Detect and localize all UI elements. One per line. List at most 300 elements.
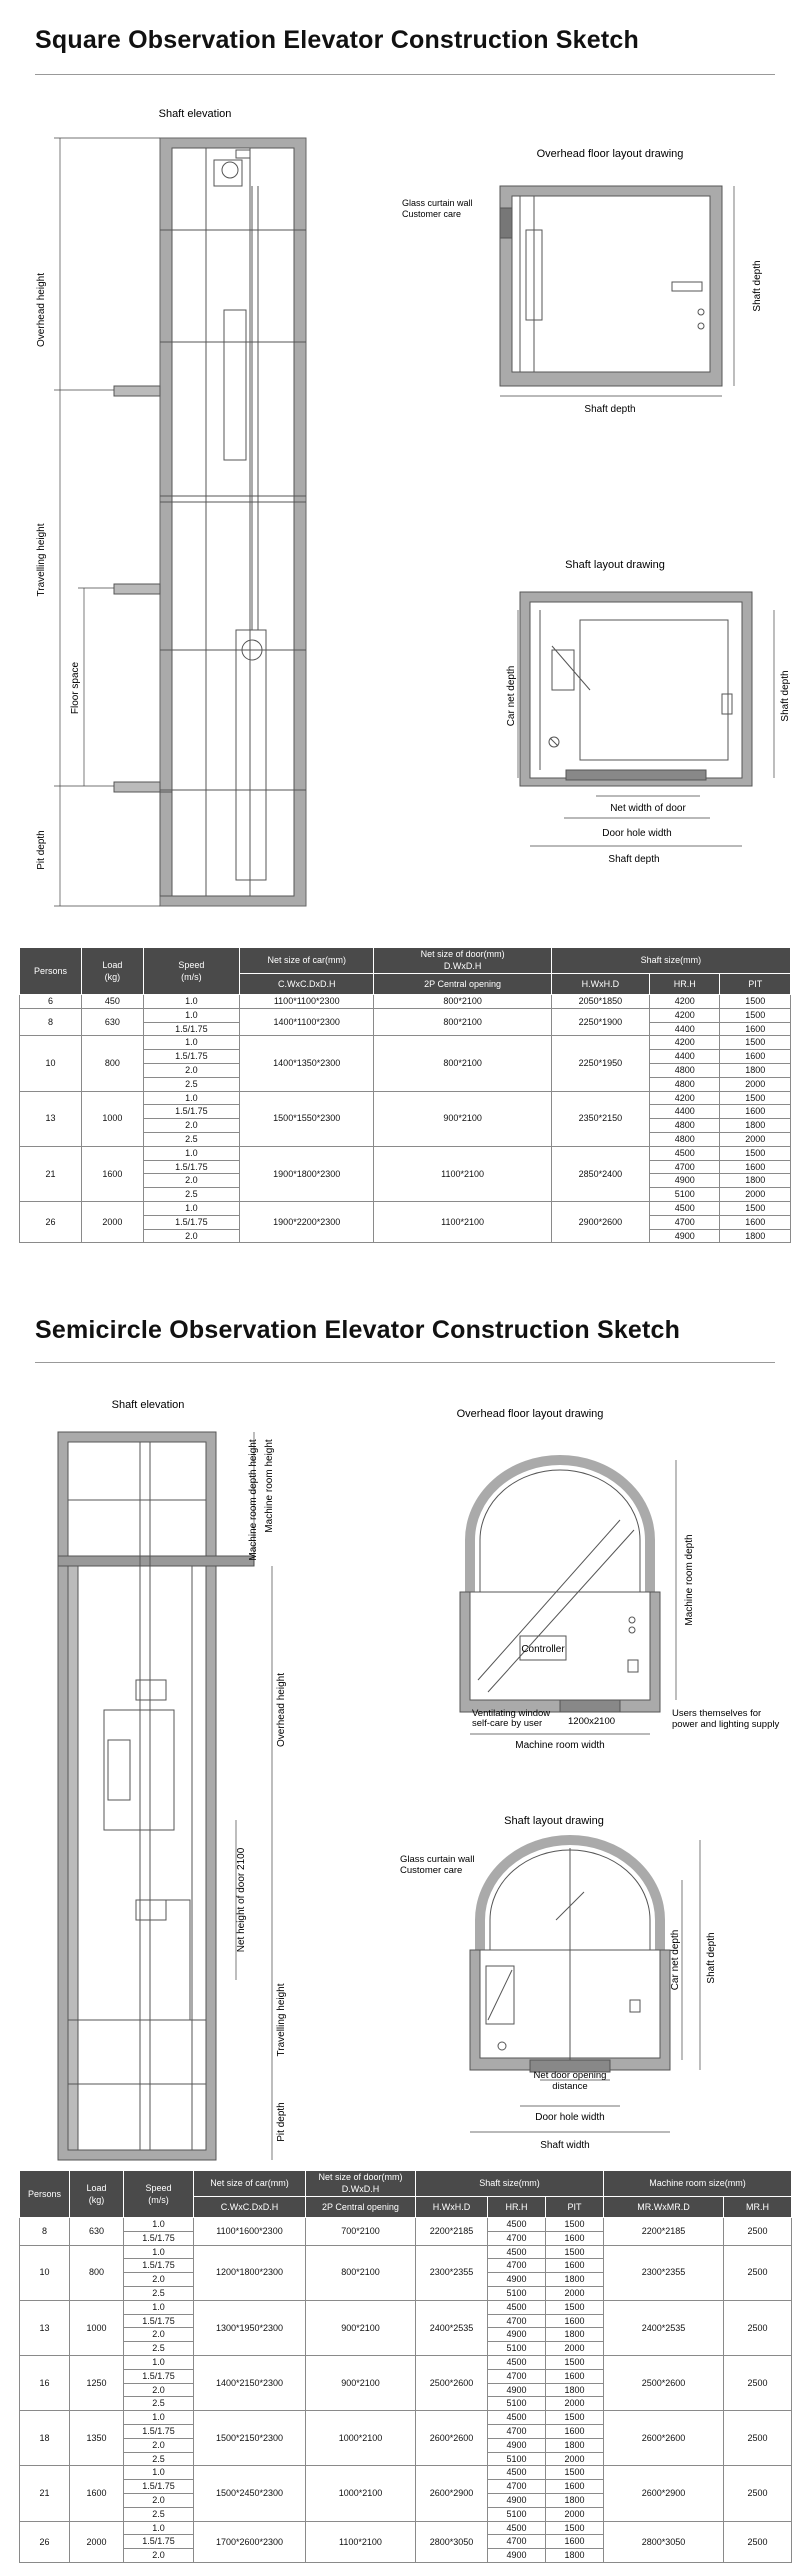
pit-cell	[546, 2245, 604, 2300]
speed-cell-value: 1.0	[124, 2466, 193, 2480]
shaft-size-cell: 2850*2400	[551, 1146, 649, 1201]
speed-cell	[124, 2521, 194, 2562]
hrh-cell-value: 5100	[674, 1189, 695, 1200]
speed-cell-value: 1.5/1.75	[124, 2425, 193, 2439]
hrh-cell-value: 4400	[674, 1023, 695, 1034]
speed-cell-value: 2.0	[144, 1064, 239, 1078]
s1-net-width-door-label: Net width of door	[610, 803, 686, 814]
s2-th-speed: Speed (m/s)	[124, 2171, 194, 2218]
persons-cell: 6	[20, 995, 82, 1009]
hrh-cell-value: 5100	[506, 2287, 527, 2298]
s2-th-door: Net size of door(mm) D.WxD.H	[306, 2171, 416, 2197]
pit-cell-value: 2000	[745, 1078, 766, 1089]
hrh-cell-value: 5100	[506, 2398, 527, 2409]
table-row	[20, 1008, 791, 1036]
pit-cell-value: 1800	[745, 1230, 766, 1241]
hrh-cell-value: 4400	[650, 1050, 719, 1064]
speed-cell-value: 1.5/1.75	[144, 1050, 239, 1064]
speed-cell	[124, 2245, 194, 2300]
door-size-cell: 700*2100	[306, 2218, 416, 2246]
pit-cell-value: 2000	[564, 2398, 585, 2409]
hrh-cell	[488, 2521, 546, 2562]
speed-cell	[124, 2355, 194, 2410]
speed-cell	[143, 1146, 239, 1201]
s2-th-shaft-hwhd: H.WxH.D	[416, 2196, 488, 2217]
s1-car-net-depth-label: Car net depth	[506, 665, 517, 727]
load-cell: 2000	[81, 1201, 143, 1242]
speed-cell	[143, 1091, 239, 1146]
persons-cell: 16	[20, 2355, 70, 2410]
speed-cell-value: 1.0	[144, 1147, 239, 1161]
s2-shaft-depth-label: Shaft depth	[706, 1932, 717, 1984]
speed-cell-value: 2.5	[152, 2287, 165, 2298]
s1-th-car: Net size of car(mm)	[239, 948, 374, 974]
table-row	[20, 2355, 792, 2410]
speed-cell-value: 2.0	[185, 1230, 198, 1241]
persons-cell: 8	[20, 2218, 70, 2246]
shaft-size-cell: 2500*2600	[416, 2355, 488, 2410]
hrh-cell	[488, 2355, 546, 2410]
load-cell: 1600	[81, 1146, 143, 1201]
speed-cell-value: 2.0	[124, 2328, 193, 2342]
hrh-cell-value: 4500	[488, 2301, 545, 2315]
hrh-cell-value: 4700	[488, 2315, 545, 2329]
pit-cell-value: 2000	[745, 1133, 766, 1144]
table-row	[20, 2245, 792, 2300]
s2-machine-room-depth-label: Machine room depth	[684, 1534, 695, 1626]
speed-cell-value: 2.5	[185, 1189, 198, 1200]
door-size-cell: 1100*2100	[374, 1201, 551, 1242]
speed-cell-value: 2.5	[152, 2508, 165, 2519]
s2-shaft-layout-label: Shaft layout drawing	[504, 1815, 604, 1827]
pit-cell-value: 1600	[546, 2259, 603, 2273]
speed-cell-value: 1.0	[144, 1009, 239, 1023]
hrh-cell	[649, 1146, 719, 1201]
shaft-size-cell: 2250*1950	[551, 1036, 649, 1091]
pit-cell	[546, 2521, 604, 2562]
s1-th-car-sub: C.WxC.DxD.H	[239, 973, 374, 994]
s1-th-load: Load (kg)	[81, 948, 143, 995]
hrh-cell-value: 4500	[488, 2411, 545, 2425]
s1-glass-curtain-label: Glass curtain wall	[402, 198, 473, 208]
pit-cell-value: 1500	[546, 2246, 603, 2260]
s1-shaft-depth-bottom2-label: Shaft depth	[608, 854, 660, 865]
speed-cell-value: 1.0	[124, 2301, 193, 2315]
speed-cell-value: 1.5/1.75	[124, 2315, 193, 2329]
persons-cell: 8	[20, 1008, 82, 1036]
hrh-cell-value: 4700	[650, 1161, 719, 1175]
s2-shaft-layout-drawing	[470, 1840, 670, 2072]
pit-cell-value: 1600	[546, 2315, 603, 2329]
hrh-cell-value: 4200	[650, 1009, 719, 1023]
hrh-cell	[649, 1091, 719, 1146]
shaft-size-cell: 2250*1900	[551, 1008, 649, 1036]
load-cell: 800	[81, 1036, 143, 1091]
shaft-size-cell: 2300*2355	[416, 2245, 488, 2300]
speed-cell-value: 1.0	[185, 996, 198, 1006]
load-cell: 2000	[70, 2521, 124, 2562]
machine-room-height-cell: 2500	[724, 2300, 792, 2355]
speed-cell-value: 2.5	[185, 1133, 198, 1144]
car-size-cell: 1100*1100*2300	[239, 995, 374, 1009]
shaft-size-cell: 2800*3050	[416, 2521, 488, 2562]
s2-overhead-floor-drawing	[460, 1460, 660, 1712]
pit-cell-value: 1500	[720, 1147, 790, 1161]
pit-cell-value: 1800	[720, 1174, 790, 1188]
pit-cell	[546, 2300, 604, 2355]
car-size-cell: 1300*1950*2300	[194, 2300, 306, 2355]
hrh-cell-value: 4700	[506, 2232, 527, 2243]
pit-cell-value: 1600	[720, 1161, 790, 1175]
s1-th-shaft-hrh: HR.H	[649, 973, 719, 994]
load-cell: 1000	[70, 2300, 124, 2355]
table-row	[20, 2521, 792, 2562]
s1-th-shaft: Shaft size(mm)	[551, 948, 790, 974]
table-row	[20, 2300, 792, 2355]
car-size-cell: 1100*1600*2300	[194, 2218, 306, 2246]
pit-cell-value: 1500	[720, 1036, 790, 1050]
hrh-cell-value: 5100	[506, 2453, 527, 2464]
machine-room-height-cell: 2500	[724, 2245, 792, 2300]
s1-shaft-layout-label: Shaft layout drawing	[565, 559, 665, 571]
s2-overhead-floor-label: Overhead floor layout drawing	[456, 1408, 604, 1420]
speed-cell-value: 1.0	[144, 1092, 239, 1106]
s1-shaft-depth-bottom-label: Shaft depth	[584, 404, 636, 415]
s1-floor-space-label: Floor space	[70, 661, 81, 715]
speed-cell-value: 1.0	[124, 2522, 193, 2536]
door-size-cell: 1100*2100	[306, 2521, 416, 2562]
hrh-cell	[649, 1036, 719, 1091]
pit-cell-value: 1600	[546, 2370, 603, 2384]
s1-overhead-height-label: Overhead height	[36, 273, 47, 347]
table-row	[20, 2466, 792, 2521]
pit-cell-value: 1800	[546, 2494, 603, 2508]
pit-cell-value: 1500	[546, 2301, 603, 2315]
s2-pit-depth-label: Pit depth	[276, 2102, 287, 2142]
hrh-cell-value: 4500	[488, 2356, 545, 2370]
load-cell: 800	[70, 2245, 124, 2300]
table-row	[20, 1146, 791, 1201]
hrh-cell-value: 5100	[506, 2343, 527, 2354]
pit-cell	[720, 995, 791, 1009]
s2-th-car-sub: C.WxC.DxD.H	[194, 2196, 306, 2217]
hrh-cell-value: 4500	[650, 1147, 719, 1161]
pit-cell	[720, 1036, 791, 1091]
pit-cell	[546, 2218, 604, 2246]
hrh-cell-value: 4500	[650, 1202, 719, 1216]
s1-shaft-depth-right-label: Shaft depth	[780, 670, 791, 722]
speed-cell-value: 2.0	[124, 2273, 193, 2287]
door-size-cell: 800*2100	[306, 2245, 416, 2300]
section2-divider	[35, 1362, 775, 1363]
s1-shaft-elevation-drawing	[114, 138, 306, 906]
hrh-cell-value: 4700	[488, 2425, 545, 2439]
speed-cell-value: 1.0	[124, 2218, 193, 2232]
pit-cell-value: 1600	[546, 2425, 603, 2439]
pit-cell-value: 1500	[720, 1092, 790, 1106]
pit-cell	[546, 2355, 604, 2410]
car-size-cell: 1400*2150*2300	[194, 2355, 306, 2410]
s1-th-persons: Persons	[20, 948, 82, 995]
s1-shaft-depth-side-label: Shaft depth	[752, 260, 763, 312]
hrh-cell	[488, 2218, 546, 2246]
s2-self-care-label: self-care by user	[472, 1718, 543, 1729]
shaft-size-cell: 2900*2600	[551, 1201, 649, 1242]
car-size-cell: 1900*1800*2300	[239, 1146, 374, 1201]
hrh-cell-value: 4500	[488, 2246, 545, 2260]
load-cell: 1600	[70, 2466, 124, 2521]
s2-distance-label: distance	[552, 2081, 588, 2092]
hrh-cell-value: 4700	[488, 2259, 545, 2273]
load-cell: 630	[81, 1008, 143, 1036]
car-size-cell: 1500*2450*2300	[194, 2466, 306, 2521]
hrh-cell-value: 4700	[488, 2480, 545, 2494]
s2-ventilating-window-label: Ventilating window	[472, 1708, 551, 1719]
s2-users-power2-label: power and lighting supply	[672, 1719, 780, 1730]
hrh-cell	[488, 2300, 546, 2355]
shaft-size-cell: 2050*1850	[551, 995, 649, 1009]
load-cell: 1000	[81, 1091, 143, 1146]
door-size-cell: 800*2100	[374, 1036, 551, 1091]
section1-divider	[35, 74, 775, 75]
s1-th-door: Net size of door(mm) D.WxD.H	[374, 948, 551, 974]
speed-cell	[143, 1036, 239, 1091]
speed-cell-value: 2.0	[124, 2439, 193, 2453]
table-row	[20, 1091, 791, 1146]
hrh-cell-value: 4500	[488, 2218, 545, 2232]
shaft-size-cell: 2600*2600	[416, 2411, 488, 2466]
s1-travelling-height-label: Travelling height	[36, 523, 47, 597]
speed-cell-value: 2.0	[152, 2550, 165, 2561]
s1-pit-depth-label: Pit depth	[36, 830, 47, 870]
pit-cell	[720, 1146, 791, 1201]
car-size-cell: 1200*1800*2300	[194, 2245, 306, 2300]
load-cell: 450	[81, 995, 143, 1009]
s2-net-height-door-label: Net height of door 2100	[236, 1847, 247, 1953]
speed-cell-value: 2.5	[185, 1078, 198, 1089]
section1-title: Square Observation Elevator Construction Sketch	[35, 26, 639, 54]
speed-cell-value: 1.5/1.75	[124, 2259, 193, 2273]
s2-th-machine: Machine room size(mm)	[604, 2171, 792, 2197]
pit-cell-value: 2000	[745, 1189, 766, 1200]
s1-th-shaft-hwhd: H.WxH.D	[551, 973, 649, 994]
pit-cell-value: 1600	[720, 1216, 790, 1230]
s2-shaft-width-label: Shaft width	[540, 2140, 590, 2151]
hrh-cell-value: 4900	[650, 1174, 719, 1188]
pit-cell-value: 1600	[720, 1050, 790, 1064]
shaft-size-cell: 2350*2150	[551, 1091, 649, 1146]
door-size-cell: 1000*2100	[306, 2466, 416, 2521]
door-size-cell: 900*2100	[306, 2300, 416, 2355]
machine-room-height-cell: 2500	[724, 2355, 792, 2410]
pit-cell-value: 1800	[720, 1119, 790, 1133]
pit-cell-value: 1500	[720, 1202, 790, 1216]
s2-th-door-sub: 2P Central opening	[306, 2196, 416, 2217]
speed-cell-value: 1.5/1.75	[124, 2535, 193, 2549]
hrh-cell-value: 4900	[488, 2328, 545, 2342]
hrh-cell-value: 4400	[650, 1105, 719, 1119]
hrh-cell-value: 4700	[488, 2535, 545, 2549]
car-size-cell: 1500*2150*2300	[194, 2411, 306, 2466]
pit-cell-value: 1500	[546, 2466, 603, 2480]
hrh-cell	[488, 2245, 546, 2300]
speed-cell-value: 1.5/1.75	[142, 2232, 175, 2243]
load-cell: 630	[70, 2218, 124, 2246]
pit-cell-value: 1500	[745, 996, 766, 1006]
s2-machine-room-width-label: Machine room width	[515, 1740, 605, 1751]
shaft-size-cell: 2600*2900	[416, 2466, 488, 2521]
pit-cell-value: 1600	[720, 1105, 790, 1119]
hrh-cell-value: 4700	[488, 2370, 545, 2384]
pit-cell-value: 2000	[564, 2287, 585, 2298]
pit-cell	[720, 1201, 791, 1242]
machine-room-height-cell: 2500	[724, 2521, 792, 2562]
hrh-cell	[488, 2411, 546, 2466]
speed-cell-value: 1.5/1.75	[144, 1105, 239, 1119]
s2-machine-room-depth-height-label: Machine room depth height	[248, 1439, 259, 1561]
pit-cell-value: 1600	[546, 2480, 603, 2494]
pit-cell-value: 1500	[546, 2218, 603, 2232]
pit-cell-value: 1500	[546, 2522, 603, 2536]
speed-cell-value: 1.5/1.75	[124, 2370, 193, 2384]
s2-users-power-label: Users themselves for	[672, 1708, 762, 1719]
hrh-cell-value: 4800	[650, 1119, 719, 1133]
hrh-cell-value: 4900	[488, 2384, 545, 2398]
s2-shaft-elevation-label: Shaft elevation	[111, 1399, 185, 1411]
s1-overhead-floor-drawing	[500, 186, 722, 386]
speed-cell-value: 1.5/1.75	[124, 2480, 193, 2494]
s1-door-hole-width-label: Door hole width	[602, 828, 672, 839]
s2-spec-table	[19, 2170, 792, 2563]
hrh-cell-value: 4800	[674, 1078, 695, 1089]
hrh-cell-value: 4200	[650, 1092, 719, 1106]
speed-cell	[124, 2466, 194, 2521]
speed-cell	[143, 1201, 239, 1242]
pit-cell-value: 2000	[564, 2508, 585, 2519]
speed-cell-value: 2.0	[124, 2384, 193, 2398]
pit-cell-value: 1800	[720, 1064, 790, 1078]
pit-cell	[546, 2466, 604, 2521]
hrh-cell	[488, 2466, 546, 2521]
pit-cell	[720, 1008, 791, 1036]
hrh-cell	[649, 1008, 719, 1036]
persons-cell: 21	[20, 1146, 82, 1201]
machine-room-size-cell: 2800*3050	[604, 2521, 724, 2562]
machine-room-size-cell: 2500*2600	[604, 2355, 724, 2410]
hrh-cell	[649, 1201, 719, 1242]
shaft-size-cell: 2200*2185	[416, 2218, 488, 2246]
hrh-cell-value: 4900	[488, 2273, 545, 2287]
speed-cell-value: 1.0	[124, 2411, 193, 2425]
speed-cell-value: 1.0	[124, 2356, 193, 2370]
persons-cell: 21	[20, 2466, 70, 2521]
hrh-cell-value: 4200	[650, 1036, 719, 1050]
hrh-cell-value: 4800	[650, 1064, 719, 1078]
speed-cell-value: 2.5	[152, 2343, 165, 2354]
load-cell: 1250	[70, 2355, 124, 2410]
s1-th-shaft-pit: PIT	[720, 973, 791, 994]
machine-room-size-cell: 2200*2185	[604, 2218, 724, 2246]
s2-th-car: Net size of car(mm)	[194, 2171, 306, 2197]
door-size-cell: 900*2100	[374, 1091, 551, 1146]
door-size-cell: 900*2100	[306, 2355, 416, 2410]
car-size-cell: 1400*1350*2300	[239, 1036, 374, 1091]
hrh-cell-value: 4900	[488, 2494, 545, 2508]
persons-cell: 10	[20, 2245, 70, 2300]
s2-window-size-label: 1200x2100	[568, 1716, 616, 1727]
speed-cell-value: 1.5/1.75	[175, 1023, 208, 1034]
table-row	[20, 995, 791, 1009]
s2-th-machine-height: MR.H	[724, 2196, 792, 2217]
pit-cell-value: 2000	[564, 2343, 585, 2354]
section2-title: Semicircle Observation Elevator Construction Sketch	[35, 1316, 681, 1344]
persons-cell: 26	[20, 1201, 82, 1242]
car-size-cell: 1400*1100*2300	[239, 1008, 374, 1036]
door-size-cell: 1000*2100	[306, 2411, 416, 2466]
s2-net-door-opening-label: Net door opening	[533, 2070, 607, 2081]
s2-controller-label: Controller	[521, 1644, 565, 1655]
hrh-cell	[649, 995, 719, 1009]
persons-cell: 10	[20, 1036, 82, 1091]
speed-cell-value: 2.0	[144, 1174, 239, 1188]
speed-cell-value: 2.5	[152, 2453, 165, 2464]
speed-cell	[143, 995, 239, 1009]
s2-th-shaft-hrh: HR.H	[488, 2196, 546, 2217]
hrh-cell-value: 4200	[674, 996, 695, 1006]
speed-cell-value: 2.0	[144, 1119, 239, 1133]
table-row	[20, 1036, 791, 1091]
s2-shaft-elevation-drawing	[58, 1432, 254, 2160]
s2-th-machine-size: MR.WxMR.D	[604, 2196, 724, 2217]
hrh-cell-value: 4900	[488, 2439, 545, 2453]
s2-overhead-height-label: Overhead height	[276, 1673, 287, 1747]
hrh-cell-value: 4500	[488, 2522, 545, 2536]
hrh-cell-value: 4500	[488, 2466, 545, 2480]
hrh-cell-value: 4900	[674, 1230, 695, 1241]
machine-room-height-cell: 2500	[724, 2411, 792, 2466]
table-row	[20, 1201, 791, 1242]
speed-cell-value: 1.0	[124, 2246, 193, 2260]
semicircle-elevator-drawings	[0, 1380, 810, 2151]
hrh-cell-value: 4700	[650, 1216, 719, 1230]
s2-car-net-depth-label: Car net depth	[670, 1929, 681, 1991]
s2-glass-curtain-label: Glass curtain wall	[400, 1854, 475, 1865]
door-size-cell: 800*2100	[374, 1008, 551, 1036]
speed-cell-value: 1.5/1.75	[144, 1216, 239, 1230]
shaft-size-cell: 2400*2535	[416, 2300, 488, 2355]
persons-cell: 13	[20, 1091, 82, 1146]
car-size-cell: 1700*2600*2300	[194, 2521, 306, 2562]
s1-spec-table	[19, 947, 791, 1243]
speed-cell-value: 2.5	[152, 2398, 165, 2409]
s2-machine-room-height-label: Machine room height	[264, 1439, 275, 1533]
pit-cell-value: 1800	[546, 2439, 603, 2453]
pit-cell-value: 1800	[546, 2273, 603, 2287]
car-size-cell: 1500*1550*2300	[239, 1091, 374, 1146]
persons-cell: 26	[20, 2521, 70, 2562]
speed-cell	[143, 1008, 239, 1036]
door-size-cell: 800*2100	[374, 995, 551, 1009]
speed-cell-value: 2.0	[124, 2494, 193, 2508]
pit-cell	[720, 1091, 791, 1146]
s2-door-hole-width-label: Door hole width	[535, 2112, 605, 2123]
s2-th-shaft: Shaft size(mm)	[416, 2171, 604, 2197]
speed-cell	[124, 2411, 194, 2466]
pit-cell-value: 1500	[720, 1009, 790, 1023]
machine-room-height-cell: 2500	[724, 2466, 792, 2521]
persons-cell: 18	[20, 2411, 70, 2466]
machine-room-size-cell: 2400*2535	[604, 2300, 724, 2355]
